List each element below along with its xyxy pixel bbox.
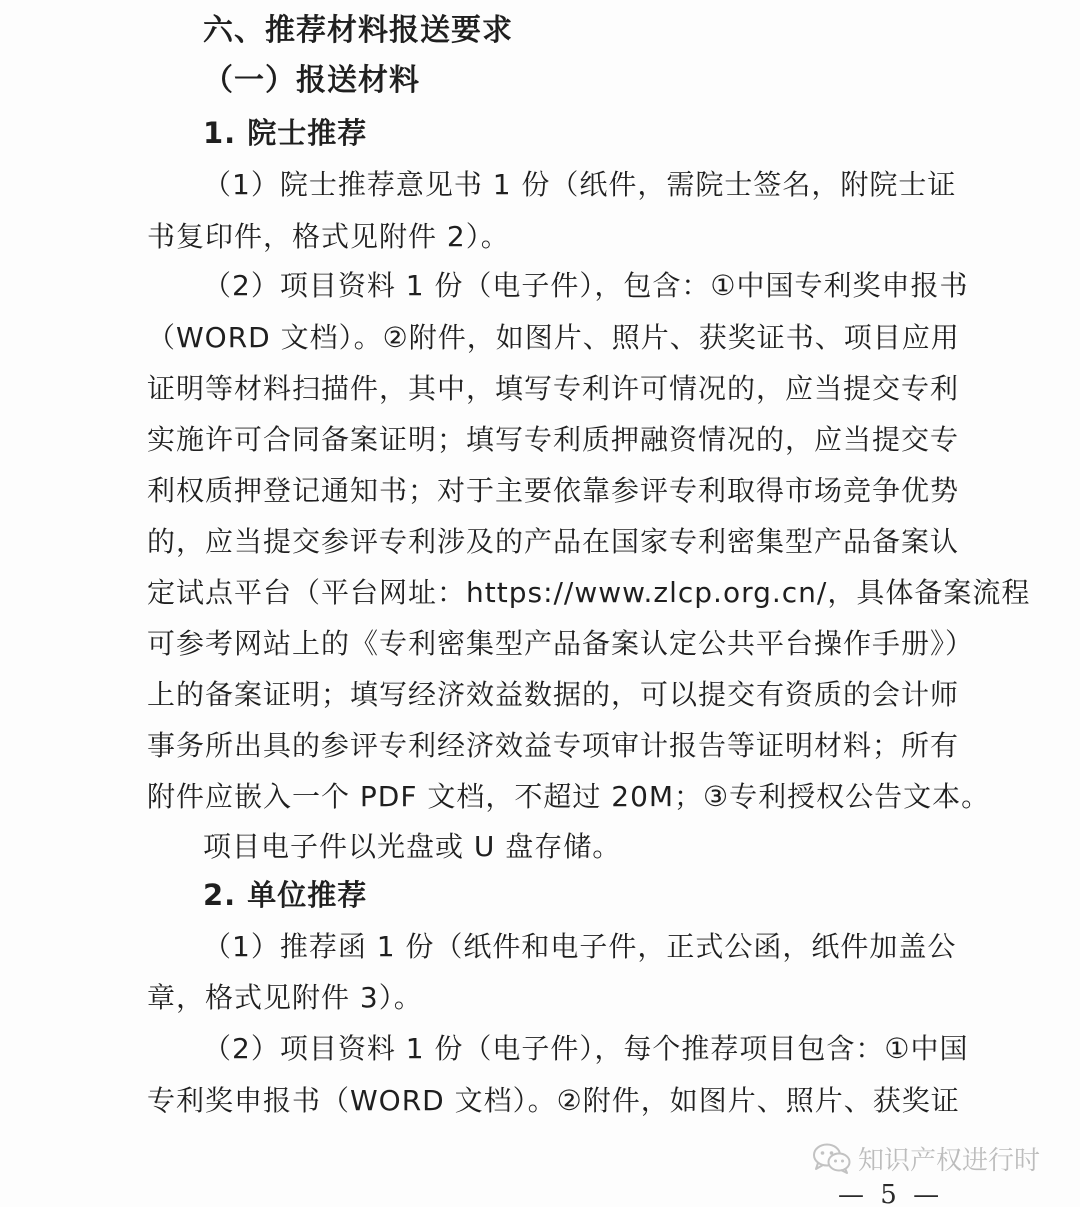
footer-brand-text: 知识产权进行时: [858, 1145, 1041, 1176]
subsection-heading: （一）报送材料: [203, 63, 420, 98]
item1-heading: 1. 院士推荐: [203, 116, 368, 150]
item2-para1-line2: 章，格式见附件 3）。: [147, 981, 423, 1014]
item1-para2-line2: （WORD 文档）。②附件，如图片、照片、获奖证书、项目应用: [147, 321, 960, 354]
item1-para1-line2: 书复印件，格式见附件 2）。: [147, 220, 510, 253]
item2-para2-line2: 专利奖申报书（WORD 文档）。②附件，如图片、照片、获奖证: [147, 1084, 960, 1117]
item2-heading: 2. 单位推荐: [203, 878, 368, 912]
item1-para2-line5: 利权质押登记通知书；对于主要依靠参评专利取得市场竞争优势: [147, 474, 960, 507]
item1-para2-line4: 实施许可合同备案证明；填写专利质押融资情况的，应当提交专: [147, 423, 960, 456]
item1-para2-line3: 证明等材料扫描件，其中，填写专利许可情况的，应当提交专利: [147, 372, 960, 405]
wechat-icon: [812, 1142, 852, 1174]
item1-para1-line1: （1）院士推荐意见书 1 份（纸件，需院士签名，附院士证: [203, 168, 957, 201]
item2-para2-line1: （2）项目资料 1 份（电子件），每个推荐项目包含：①中国: [203, 1032, 969, 1065]
item1-para2-line9: 上的备案证明；填写经济效益数据的，可以提交有资质的会计师: [147, 678, 960, 711]
item1-para2-line10: 事务所出具的参评专利经济效益专项审计报告等证明材料；所有: [147, 729, 960, 762]
item1-para2-line6: 的，应当提交参评专利涉及的产品在国家专利密集型产品备案认: [147, 525, 960, 558]
item1-para2-line7: 定试点平台（平台网址：https://www.zlcp.org.cn/，具体备案流程: [147, 576, 1031, 609]
item1-para2-line1: （2）项目资料 1 份（电子件），包含：①中国专利奖申报书: [203, 269, 969, 302]
item1-para3: 项目电子件以光盘或 U 盘存储。: [203, 830, 622, 863]
section-heading: 六、推荐材料报送要求: [203, 13, 513, 48]
item1-para2-line8: 可参考网站上的《专利密集型产品备案认定公共平台操作手册》）: [147, 627, 975, 660]
page-number: — 5 —: [838, 1180, 944, 1210]
footer-brand[interactable]: [812, 1140, 1040, 1176]
item2-para1-line1: （1）推荐函 1 份（纸件和电子件，正式公函，纸件加盖公: [203, 930, 957, 963]
item1-para2-line11: 附件应嵌入一个 PDF 文档，不超过 20M；③专利授权公告文本。: [147, 780, 991, 813]
